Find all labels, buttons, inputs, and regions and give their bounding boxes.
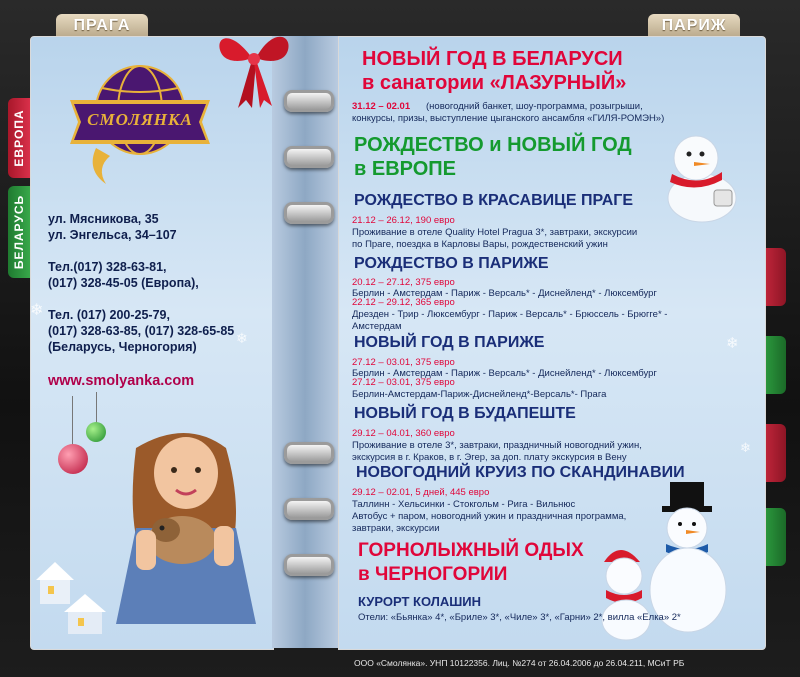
belarus-subtitle: в санатории «ЛАЗУРНЫЙ» bbox=[362, 72, 627, 94]
belarus-date: 31.12 – 02.01 bbox=[352, 101, 411, 112]
right-tab-red-2[interactable] bbox=[764, 424, 786, 482]
snowman-with-cup-icon bbox=[656, 132, 752, 224]
paris-xmas-date-2: 22.12 – 29.12, 365 евро bbox=[352, 297, 455, 308]
budapest-title: НОВЫЙ ГОД В БУДАПЕШТЕ bbox=[354, 405, 576, 422]
snowflake-icon: ❄ bbox=[726, 335, 739, 352]
paris-ny-route-1: Берлин - Амстердам - Париж - Версаль* - Диснейленд* - Люксембург bbox=[352, 368, 657, 379]
paris-xmas-title: РОЖДЕСТВО В ПАРИЖЕ bbox=[354, 255, 549, 272]
green-ornament-icon bbox=[86, 422, 106, 442]
girl-with-puppy-illustration bbox=[106, 418, 266, 628]
phone-line-4: (017) 328-63-85, (017) 328-65-85 bbox=[48, 324, 235, 338]
budapest-desc-2: экскурсия в г. Краков, в г. Эгер, за доп. плату экскурсия в Вену bbox=[352, 452, 627, 463]
phone-line-1: Тел.(017) 328-63-81, bbox=[48, 260, 167, 274]
cruise-desc-3: завтраки, экскурсии bbox=[352, 523, 440, 534]
phone-line-3: Тел. (017) 200-25-79, bbox=[48, 308, 170, 322]
tab-prague[interactable]: ПРАГА bbox=[56, 14, 148, 38]
right-tab-green-1[interactable] bbox=[764, 336, 786, 394]
paris-xmas-route-2b: Амстердам bbox=[352, 321, 402, 332]
montenegro-subtitle: в ЧЕРНОГОРИИ bbox=[358, 564, 508, 585]
montenegro-title: ГОРНОЛЫЖНЫЙ ОДЫХ bbox=[358, 540, 584, 561]
footer-license: ООО «Смолянка». УНП 10122356. Лиц. №274 от 26.04.2006 до 26.04.211, МСиТ РБ bbox=[354, 658, 685, 668]
ornament-string bbox=[72, 396, 73, 446]
belarus-desc-1: (новогодний банкет, шоу-программа, розыгрыши, bbox=[426, 101, 643, 112]
binder-ring bbox=[284, 202, 334, 224]
logo-text: СМОЛЯНКА bbox=[87, 110, 193, 129]
budapest-desc-1: Проживание в отеле 3*, завтраки, праздничный новогодний ужин, bbox=[352, 440, 642, 451]
resort-hotels: Отели: «Бьянка» 4*, «Бриле» 3*, «Чиле» 3*, «Гарни» 2*, вилла «Елка» 2* bbox=[358, 612, 681, 623]
website-link[interactable]: www.smolyanka.com bbox=[48, 373, 195, 389]
prague-date: 21.12 – 26.12, 190 евро bbox=[352, 215, 455, 226]
europe-subtitle: в ЕВРОПЕ bbox=[354, 158, 456, 180]
phone-line-2: (017) 328-45-05 (Европа), bbox=[48, 276, 199, 290]
paris-xmas-date-1: 20.12 – 27.12, 375 евро bbox=[352, 277, 455, 288]
snowflake-icon: ❄ bbox=[236, 330, 248, 346]
europe-title: РОЖДЕСТВО и НОВЫЙ ГОД bbox=[354, 134, 632, 156]
address-line-2: ул. Энгельса, 34–107 bbox=[48, 228, 177, 242]
paris-xmas-route-1: Берлин - Амстердам - Париж - Версаль* - Диснейленд* - Люксембург bbox=[352, 288, 657, 299]
snowflake-icon: ❄ bbox=[740, 440, 751, 455]
red-ornament-icon bbox=[58, 444, 88, 474]
right-tab-red-1[interactable] bbox=[764, 248, 786, 306]
binder-ring bbox=[284, 554, 334, 576]
prague-desc-1: Проживание в отеле Quality Hotel Pragua 3*, завтраки, экскурсии bbox=[352, 227, 638, 238]
tab-europe[interactable]: ЕВРОПА bbox=[8, 98, 30, 178]
snowflake-icon: ❄ bbox=[30, 302, 44, 319]
binder-ring bbox=[284, 146, 334, 168]
prague-desc-2: по Праге, поездка в Карловы Вары, рождественский ужин bbox=[352, 239, 608, 250]
cruise-desc-1: Таллинн - Хельсинки - Стокгольм - Рига - Вильнюс bbox=[352, 499, 576, 510]
paris-ny-date-1: 27.12 – 03.01, 375 евро bbox=[352, 357, 455, 368]
cruise-title: НОВОГОДНИЙ КРУИЗ ПО СКАНДИНАВИИ bbox=[356, 464, 685, 481]
belarus-desc-2: конкурсы, призы, выступление цыганского ансамбля «ГИЛЯ-РОМЭН») bbox=[352, 113, 665, 124]
belarus-title: НОВЫЙ ГОД В БЕЛАРУСИ bbox=[362, 48, 623, 70]
phone-line-5: (Беларусь, Черногория) bbox=[48, 340, 197, 354]
ribbon-bow-icon bbox=[212, 20, 296, 110]
resort-name: КУРОРТ КОЛАШИН bbox=[358, 594, 482, 609]
prague-title: РОЖДЕСТВО В КРАСАВИЦЕ ПРАГЕ bbox=[354, 192, 634, 209]
paris-ny-route-2: Берлин-Амстердам-Париж-Диснейленд*-Версаль*- Прага bbox=[352, 389, 607, 400]
cruise-desc-2: Автобус + паром, новогодний ужин и праздничная программа, bbox=[352, 511, 627, 522]
snowy-houses-icon bbox=[34, 548, 114, 638]
binder-ring bbox=[284, 498, 334, 520]
paris-ny-title: НОВЫЙ ГОД В ПАРИЖЕ bbox=[354, 334, 545, 351]
cruise-date: 29.12 – 02.01, 5 дней, 445 евро bbox=[352, 487, 490, 498]
address-line-1: ул. Мясникова, 35 bbox=[48, 212, 159, 226]
paris-xmas-route-2a: Дрезден - Трир - Люксембург - Париж - Версаль* - Брюссель - Брюгге* - bbox=[352, 309, 668, 320]
tab-paris[interactable]: ПАРИЖ bbox=[648, 14, 740, 38]
paris-ny-date-2: 27.12 – 03.01, 375 евро bbox=[352, 377, 455, 388]
tab-belarus[interactable]: БЕЛАРУСЬ bbox=[8, 186, 30, 278]
binder-ring bbox=[284, 442, 334, 464]
budapest-date: 29.12 – 04.01, 360 евро bbox=[352, 428, 455, 439]
